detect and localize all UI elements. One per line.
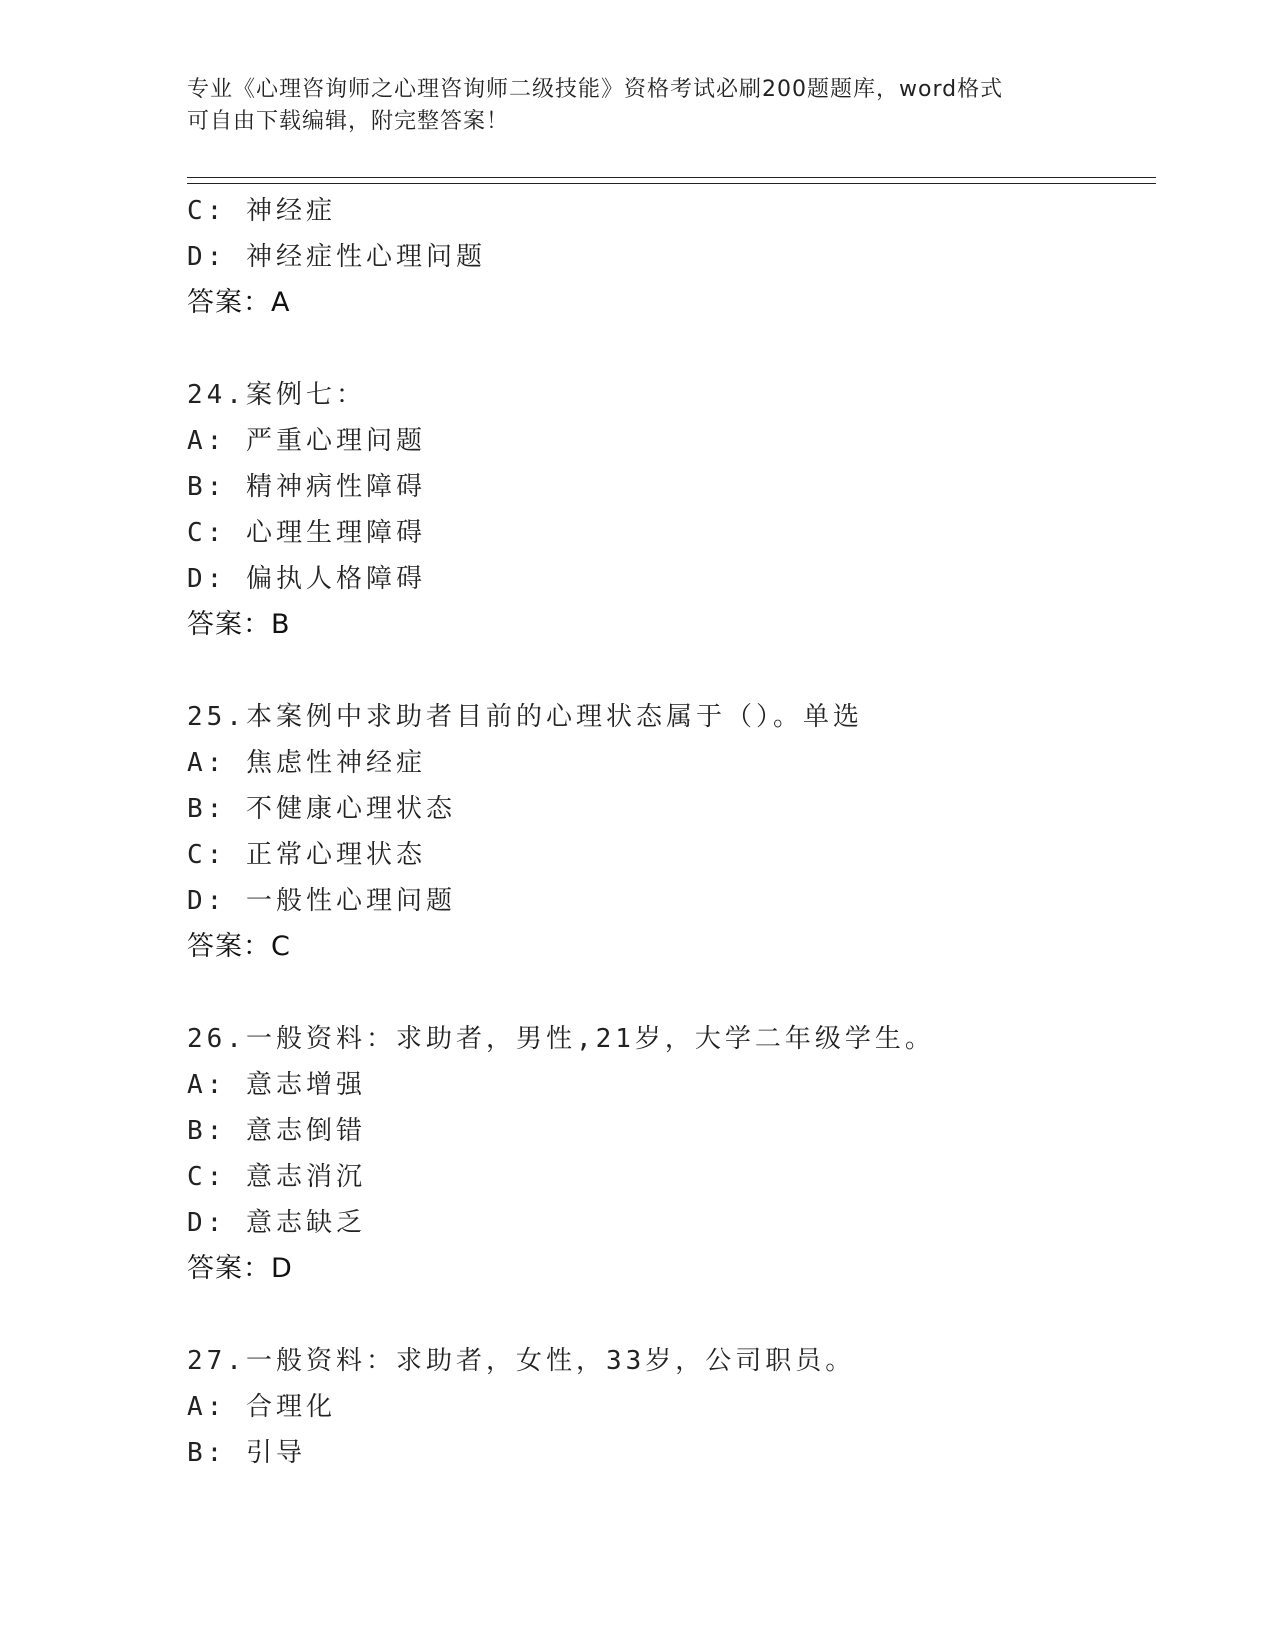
question-spacer — [187, 1292, 1147, 1338]
option-a: A: 意志增强 — [187, 1070, 366, 1100]
header-title-line-1: 专业《心理咨询师之心理咨询师二级技能》资格考试必刷200题题库，word格式 — [187, 77, 1004, 102]
option-c: C: 神经症 — [187, 196, 336, 226]
option-d: D: 一般性心理问题 — [187, 886, 456, 916]
option-c: C: 意志消沉 — [187, 1162, 366, 1192]
option-b: B: 引导 — [187, 1438, 306, 1468]
option-a: A: 焦虑性神经症 — [187, 748, 426, 778]
document-header — [187, 74, 1067, 138]
option-d: D: 神经症性心理问题 — [187, 242, 486, 272]
option-a: A: 严重心理问题 — [187, 426, 426, 456]
question-list — [187, 188, 1147, 1476]
option-c: C: 正常心理状态 — [187, 840, 426, 870]
option-a: A: 合理化 — [187, 1392, 336, 1422]
header-title-line-2: 可自由下载编辑，附完整答案！ — [187, 109, 510, 134]
question-26-text: 26.一般资料：求助者，男性,21岁，大学二年级学生。 — [187, 1024, 935, 1054]
question-spacer — [187, 326, 1147, 372]
answer-line: 答案：B — [187, 609, 291, 640]
header-divider-bottom — [187, 183, 1156, 184]
option-b: B: 精神病性障碍 — [187, 472, 426, 502]
question-spacer — [187, 648, 1147, 694]
header-divider-top — [187, 177, 1156, 178]
option-b: B: 意志倒错 — [187, 1116, 366, 1146]
option-c: C: 心理生理障碍 — [187, 518, 426, 548]
option-d: D: 意志缺乏 — [187, 1208, 366, 1238]
option-b: B: 不健康心理状态 — [187, 794, 456, 824]
question-25-text: 25.本案例中求助者目前的心理状态属于（）。单选 — [187, 702, 863, 732]
answer-line: 答案：A — [187, 287, 291, 318]
question-24-text: 24.案例七： — [187, 380, 366, 410]
answer-line: 答案：C — [187, 931, 291, 962]
option-d: D: 偏执人格障碍 — [187, 564, 426, 594]
question-spacer — [187, 970, 1147, 1016]
answer-line: 答案：D — [187, 1253, 293, 1284]
question-27-text: 27.一般资料：求助者，女性，33岁，公司职员。 — [187, 1346, 856, 1376]
